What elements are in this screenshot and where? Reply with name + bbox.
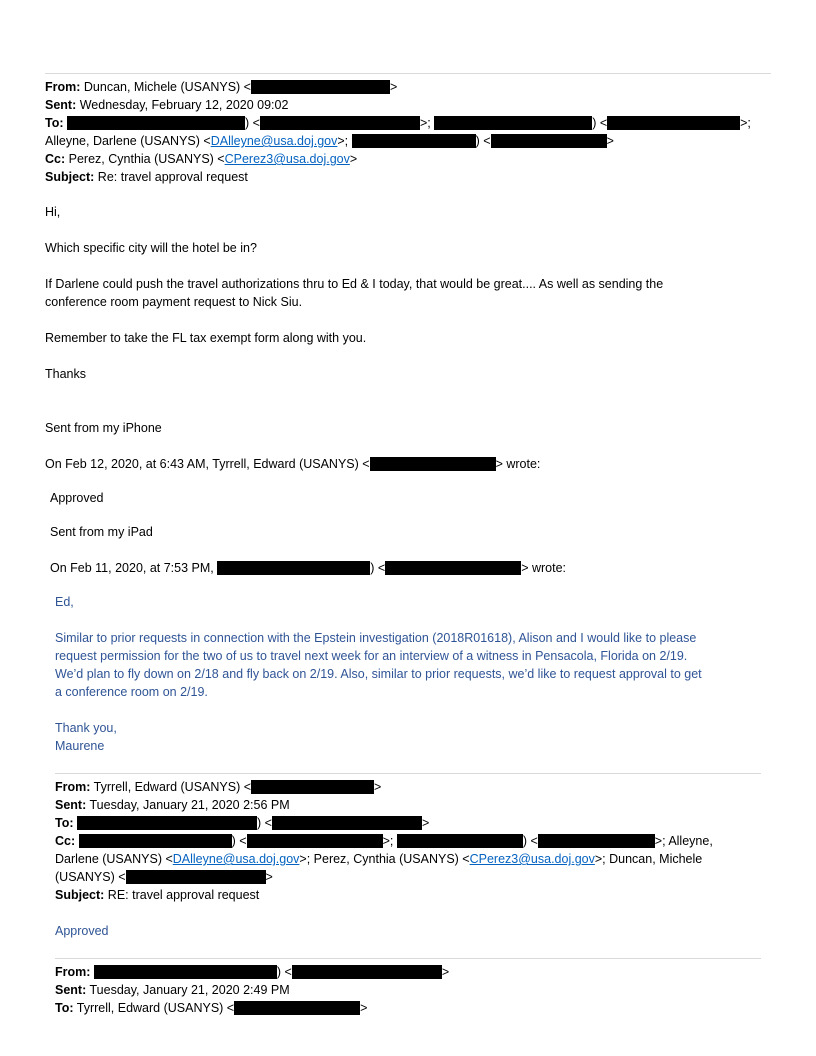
quoted-text: request permission for the two of us to travel next week for an interview of a witness in Pensacola, Florida on 2/19. bbox=[55, 649, 688, 663]
sender-name: Maurene bbox=[55, 739, 105, 753]
redaction bbox=[94, 965, 277, 979]
redaction bbox=[491, 134, 607, 148]
subject-value: RE: travel approval request bbox=[107, 888, 260, 902]
from-line: From: Duncan, Michele (USANYS) < > bbox=[45, 80, 398, 94]
redaction bbox=[251, 780, 374, 794]
cc-recipient: Perez, Cynthia (USANYS) < bbox=[68, 152, 225, 166]
from-value: Tyrrell, Edward (USANYS) < bbox=[93, 780, 252, 794]
separator: >; bbox=[337, 134, 349, 148]
quote-intro: On Feb 11, 2020, at 7:53 PM, ) < > wrote: bbox=[50, 561, 566, 575]
cc-line bbox=[45, 151, 357, 167]
signature: Sent from my iPad bbox=[50, 525, 153, 539]
email-link[interactable]: CPerez3@usa.doj.gov bbox=[469, 852, 595, 866]
quoted-text: Approved bbox=[55, 924, 109, 938]
header-divider bbox=[55, 958, 761, 959]
sent-value: Wednesday, February 12, 2020 09:02 bbox=[79, 98, 289, 112]
quoted-text: Approved bbox=[50, 491, 104, 505]
subject-line bbox=[55, 887, 259, 903]
subject-line bbox=[45, 169, 248, 185]
cc-line-2 bbox=[55, 851, 702, 867]
email-link[interactable]: DAlleyne@usa.doj.gov bbox=[172, 852, 300, 866]
body-text: If Darlene could push the travel authorizations thru to Ed & I today, that would be great.... As well as sending the bbox=[45, 277, 664, 291]
sent-line bbox=[45, 97, 288, 113]
to-label: To: bbox=[55, 1001, 74, 1015]
closing: Thank you, bbox=[55, 721, 117, 735]
from-label: From: bbox=[45, 80, 81, 94]
subject-label: Subject: bbox=[55, 888, 105, 902]
redaction bbox=[538, 834, 655, 848]
sent-value: Tuesday, January 21, 2020 2:56 PM bbox=[89, 798, 290, 812]
redaction bbox=[247, 834, 383, 848]
subject-value: Re: travel approval request bbox=[97, 170, 248, 184]
to-label: To: bbox=[45, 116, 64, 130]
email-link[interactable]: CPerez3@usa.doj.gov bbox=[224, 152, 350, 166]
quote-intro bbox=[45, 456, 540, 472]
redaction bbox=[77, 816, 257, 830]
redaction bbox=[126, 870, 266, 884]
cc-line-3: (USANYS) < > bbox=[55, 870, 273, 884]
body-text: Which specific city will the hotel be in? bbox=[45, 241, 257, 255]
redaction bbox=[234, 1001, 360, 1015]
redaction bbox=[385, 561, 521, 575]
to-line: To: ) < > bbox=[55, 816, 430, 830]
to-line-2: Alleyne, Darlene (USANYS) <DAlleyne@usa.doj.gov>; ) < > bbox=[45, 134, 614, 148]
cc-recipient: Darlene (USANYS) < bbox=[55, 852, 173, 866]
redaction bbox=[370, 457, 496, 471]
cc-separator: >; Alleyne, bbox=[654, 834, 713, 848]
sent-label: Sent: bbox=[55, 798, 87, 812]
cc-recipient: (USANYS) < bbox=[55, 870, 126, 884]
redaction bbox=[251, 80, 390, 94]
quote-intro-text: On Feb 11, 2020, at 7:53 PM, bbox=[50, 561, 214, 575]
cc-recipient: >; Duncan, Michele bbox=[594, 852, 703, 866]
greeting: Ed, bbox=[55, 595, 74, 609]
from-line: From: Tyrrell, Edward (USANYS) < > bbox=[55, 780, 382, 794]
redaction bbox=[79, 834, 232, 848]
to-line: To: ) < >; ) < >; bbox=[45, 116, 751, 130]
header-divider bbox=[55, 773, 761, 774]
from-line: From: ) < > bbox=[55, 965, 450, 979]
redaction bbox=[272, 816, 422, 830]
from-label: From: bbox=[55, 780, 91, 794]
cc-line: Cc: ) < >; ) < >; Alleyne, bbox=[55, 834, 713, 848]
redaction bbox=[434, 116, 592, 130]
greeting: Hi, bbox=[45, 205, 61, 219]
quoted-text: a conference room on 2/19. bbox=[55, 685, 208, 699]
redaction bbox=[292, 965, 442, 979]
email-link[interactable]: DAlleyne@usa.doj.gov bbox=[210, 134, 338, 148]
header-divider bbox=[45, 73, 771, 74]
subject-label: Subject: bbox=[45, 170, 95, 184]
sent-line bbox=[55, 982, 290, 998]
cc-label: Cc: bbox=[45, 152, 66, 166]
signature: Sent from my iPhone bbox=[45, 421, 162, 435]
sent-value: Tuesday, January 21, 2020 2:49 PM bbox=[89, 983, 290, 997]
to-label: To: bbox=[55, 816, 74, 830]
quoted-text: Similar to prior requests in connection with the Epstein investigation (2018R01618), Alison and I would like to please bbox=[55, 631, 697, 645]
cc-recipient: >; Perez, Cynthia (USANYS) < bbox=[299, 852, 470, 866]
quote-intro-end: > wrote: bbox=[521, 561, 566, 575]
redaction bbox=[260, 116, 420, 130]
redaction bbox=[217, 561, 370, 575]
sent-line bbox=[55, 797, 290, 813]
to-line: To: Tyrrell, Edward (USANYS) < > bbox=[55, 1001, 368, 1015]
redaction bbox=[352, 134, 476, 148]
redaction bbox=[67, 116, 245, 130]
sent-label: Sent: bbox=[45, 98, 77, 112]
redaction bbox=[607, 116, 740, 130]
closing: Thanks bbox=[45, 367, 86, 381]
body-text: conference room payment request to Nick Siu. bbox=[45, 295, 303, 309]
redaction bbox=[397, 834, 523, 848]
separator: > bbox=[349, 152, 358, 166]
to-recipient: Alleyne, Darlene (USANYS) < bbox=[45, 134, 211, 148]
from-value: Duncan, Michele (USANYS) < bbox=[83, 80, 251, 94]
quote-intro-text: On Feb 12, 2020, at 6:43 AM, Tyrrell, Edward (USANYS) < bbox=[45, 457, 370, 471]
cc-label: Cc: bbox=[55, 834, 76, 848]
from-label: From: bbox=[55, 965, 91, 979]
sent-label: Sent: bbox=[55, 983, 87, 997]
quoted-text: We’d plan to fly down on 2/18 and fly back on 2/19. Also, similar to prior requests, we’d like to request approval to get bbox=[55, 667, 702, 681]
to-value: Tyrrell, Edward (USANYS) < bbox=[76, 1001, 235, 1015]
body-text: Remember to take the FL tax exempt form along with you. bbox=[45, 331, 367, 345]
quote-intro-end: > wrote: bbox=[495, 457, 541, 471]
